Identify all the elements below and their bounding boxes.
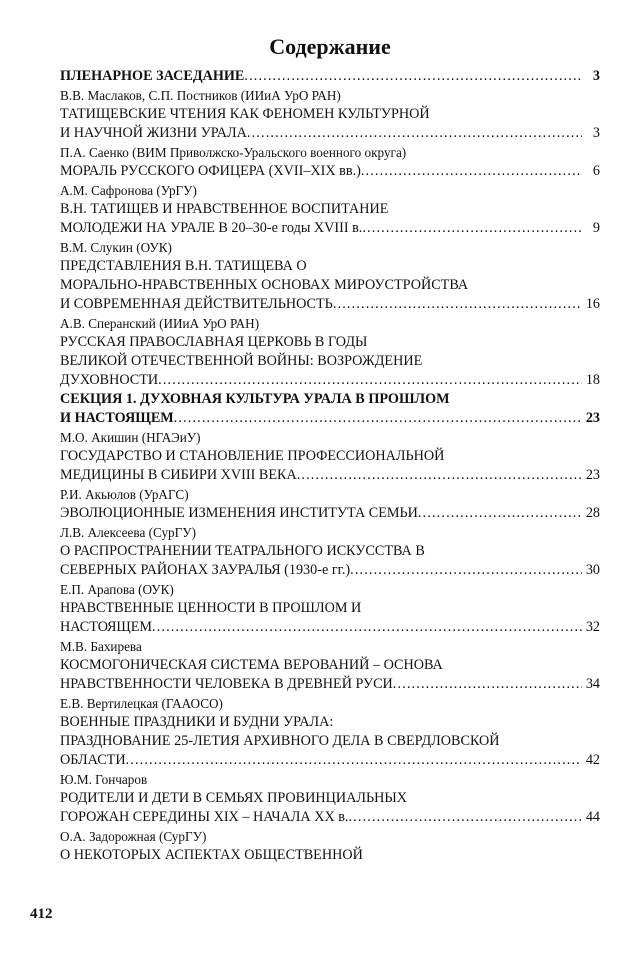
toc-section[interactable]: [60, 67, 600, 86]
toc-entry[interactable]: [60, 504, 600, 523]
toc-title-line: МОРАЛЬ РУССКОГО ОФИЦЕРА (XVII–XIX вв.): [60, 163, 361, 179]
toc-title-line: О РАСПРОСТРАНЕНИИ ТЕАТРАЛЬНОГО ИСКУССТВА В: [60, 543, 425, 559]
toc-title-line: И СОВРЕМЕННАЯ ДЕЙСТВИТЕЛЬНОСТЬ: [60, 296, 333, 312]
toc-author: В.М. Слукин (ОУК): [60, 240, 172, 255]
toc-title-line: ДУХОВНОСТИ: [60, 372, 159, 388]
toc-title-line: О НЕКОТОРЫХ АСПЕКТАХ ОБЩЕСТВЕННОЙ: [60, 847, 363, 863]
toc-author: Р.И. Акьюлов (УрАГС): [60, 487, 189, 502]
dot-leader: [158, 371, 582, 390]
toc-author: Е.П. Арапова (ОУК): [60, 582, 174, 597]
dot-leader: [297, 466, 582, 485]
toc-page-number: 6: [592, 163, 600, 179]
toc-page-number: 44: [585, 809, 600, 825]
toc-leader-row: [60, 295, 600, 314]
dot-leader: [247, 124, 582, 143]
page-number: 412: [30, 906, 53, 922]
dot-leader: [362, 219, 582, 238]
toc-title-line: РОДИТЕЛИ И ДЕТИ В СЕМЬЯХ ПРОВИНЦИАЛЬНЫХ: [60, 790, 407, 806]
toc-leader-row: [60, 162, 600, 181]
toc-entry[interactable]: [60, 257, 600, 314]
toc-title-line: СЕВЕРНЫХ РАЙОНАХ ЗАУРАЛЬЯ (1930-е гг.): [60, 562, 351, 578]
toc-title-line: НРАВСТВЕННОСТИ ЧЕЛОВЕКА В ДРЕВНЕЙ РУСИ: [60, 676, 393, 692]
toc-leader-row: [60, 675, 600, 694]
toc-title-line: ПРЕДСТАВЛЕНИЯ В.Н. ТАТИЩЕВА О: [60, 258, 307, 274]
toc-author: Ю.М. Гончаров: [60, 772, 148, 787]
toc-title-line: ВОЕННЫЕ ПРАЗДНИКИ И БУДНИ УРАЛА:: [60, 714, 334, 730]
toc-author: М.О. Акишин (НГАЭиУ): [60, 430, 201, 445]
toc-entry[interactable]: [60, 713, 600, 770]
toc-page-number: 28: [585, 505, 600, 521]
toc-leader-row: [60, 561, 600, 580]
dot-leader: [348, 808, 581, 827]
toc-section[interactable]: [60, 390, 600, 428]
dot-leader: [418, 504, 582, 523]
toc-author: Е.В. Вертилецкая (ГААОСО): [60, 696, 223, 711]
toc-title-line: КОСМОГОНИЧЕСКАЯ СИСТЕМА ВЕРОВАНИЙ – ОСНОВА: [60, 657, 443, 673]
dot-leader: [361, 162, 582, 181]
toc-leader-row: [60, 466, 600, 485]
dot-leader: [126, 751, 582, 770]
toc-page-number: 9: [592, 220, 600, 236]
toc-leader-row: [60, 219, 600, 238]
toc-author: В.В. Маслаков, С.П. Постников (ИИиА УрО РАН): [60, 88, 341, 103]
toc-title-line: ГОСУДАРСТВО И СТАНОВЛЕНИЕ ПРОФЕССИОНАЛЬНОЙ: [60, 448, 445, 464]
toc-title-line: НРАВСТВЕННЫЕ ЦЕННОСТИ В ПРОШЛОМ И: [60, 600, 362, 616]
toc-author: А.В. Сперанский (ИИиА УрО РАН): [60, 316, 260, 331]
toc-title-line: МЕДИЦИНЫ В СИБИРИ XVIII ВЕКА: [60, 467, 297, 483]
toc-title-line: ГОРОЖАН СЕРЕДИНЫ XIX – НАЧАЛА XX в.: [60, 809, 349, 825]
toc-entry[interactable]: [60, 542, 600, 580]
toc-title-line: В.Н. ТАТИЩЕВ И НРАВСТВЕННОЕ ВОСПИТАНИЕ: [60, 201, 389, 217]
toc-page-number: 34: [585, 676, 600, 692]
toc-author: М.В. Бахирева: [60, 639, 142, 654]
toc-title-line: ТАТИЩЕВСКИЕ ЧТЕНИЯ КАК ФЕНОМЕН КУЛЬТУРНОЙ: [60, 106, 430, 122]
toc-title-line: МОРАЛЬНО-НРАВСТВЕННЫХ ОСНОВАХ МИРОУСТРОЙСТВА: [60, 277, 469, 293]
toc-page-number: 42: [585, 752, 600, 768]
toc-title-line: ПЛЕНАРНОЕ ЗАСЕДАНИЕ: [60, 68, 245, 84]
toc-page-number: 16: [585, 296, 600, 312]
toc-page-number: 23: [585, 410, 600, 426]
toc-title-line: МОЛОДЕЖИ НА УРАЛЕ В 20–30-е годы XVIII в.: [60, 220, 363, 236]
toc-leader-row: [60, 371, 600, 390]
toc-title-line: РУССКАЯ ПРАВОСЛАВНАЯ ЦЕРКОВЬ В ГОДЫ: [60, 334, 368, 350]
toc-entry[interactable]: [60, 846, 600, 865]
dot-leader: [350, 561, 582, 580]
dot-leader: [152, 618, 582, 637]
dot-leader: [393, 675, 582, 694]
toc-title-line: И НАУЧНОЙ ЖИЗНИ УРАЛА: [60, 125, 247, 141]
toc-author: О.А. Задорожная (СурГУ): [60, 829, 207, 844]
toc-entry[interactable]: [60, 333, 600, 390]
toc-page-number: 18: [585, 372, 600, 388]
dot-leader: [244, 67, 582, 86]
dot-leader: [174, 409, 582, 428]
toc-page-number: 3: [592, 125, 600, 141]
table-of-contents: [60, 67, 600, 865]
toc-entry[interactable]: [60, 162, 600, 181]
toc-leader-row: [60, 409, 600, 428]
toc-leader-row: [60, 808, 600, 827]
toc-author: Л.В. Алексеева (СурГУ): [60, 525, 196, 540]
toc-page-number: 3: [592, 68, 600, 84]
toc-leader-row: [60, 504, 600, 523]
page-title: Содержание: [269, 34, 391, 59]
toc-page-number: 30: [585, 562, 600, 578]
toc-entry[interactable]: [60, 200, 600, 238]
toc-entry[interactable]: [60, 789, 600, 827]
toc-title-line: ОБЛАСТИ: [60, 752, 126, 768]
toc-leader-row: [60, 124, 600, 143]
toc-page-number: 23: [585, 467, 600, 483]
toc-leader-row: [60, 751, 600, 770]
toc-title-line: ВЕЛИКОЙ ОТЕЧЕСТВЕННОЙ ВОЙНЫ: ВОЗРОЖДЕНИЕ: [60, 353, 423, 369]
toc-leader-row: [60, 618, 600, 637]
toc-title-line: ЭВОЛЮЦИОННЫЕ ИЗМЕНЕНИЯ ИНСТИТУТА СЕМЬИ: [60, 505, 418, 521]
contents-page: [60, 34, 600, 865]
toc-page-number: 32: [585, 619, 600, 635]
dot-leader: [333, 295, 582, 314]
toc-author: П.А. Саенко (ВИМ Приволжско-Уральского военного округа): [60, 145, 407, 160]
toc-entry[interactable]: [60, 105, 600, 143]
toc-entry[interactable]: [60, 599, 600, 637]
toc-title-line: И НАСТОЯЩЕМ: [60, 410, 174, 426]
toc-entry[interactable]: [60, 447, 600, 485]
toc-author: А.М. Сафронова (УрГУ): [60, 183, 197, 198]
toc-entry[interactable]: [60, 656, 600, 694]
toc-title-line: ПРАЗДНОВАНИЕ 25-ЛЕТИЯ АРХИВНОГО ДЕЛА В СВЕРДЛОВСКОЙ: [60, 733, 500, 749]
toc-title-line: НАСТОЯЩЕМ: [60, 619, 153, 635]
toc-leader-row: [60, 67, 600, 86]
toc-title-line: СЕКЦИЯ 1. ДУХОВНАЯ КУЛЬТУРА УРАЛА В ПРОШЛОМ: [60, 391, 450, 407]
